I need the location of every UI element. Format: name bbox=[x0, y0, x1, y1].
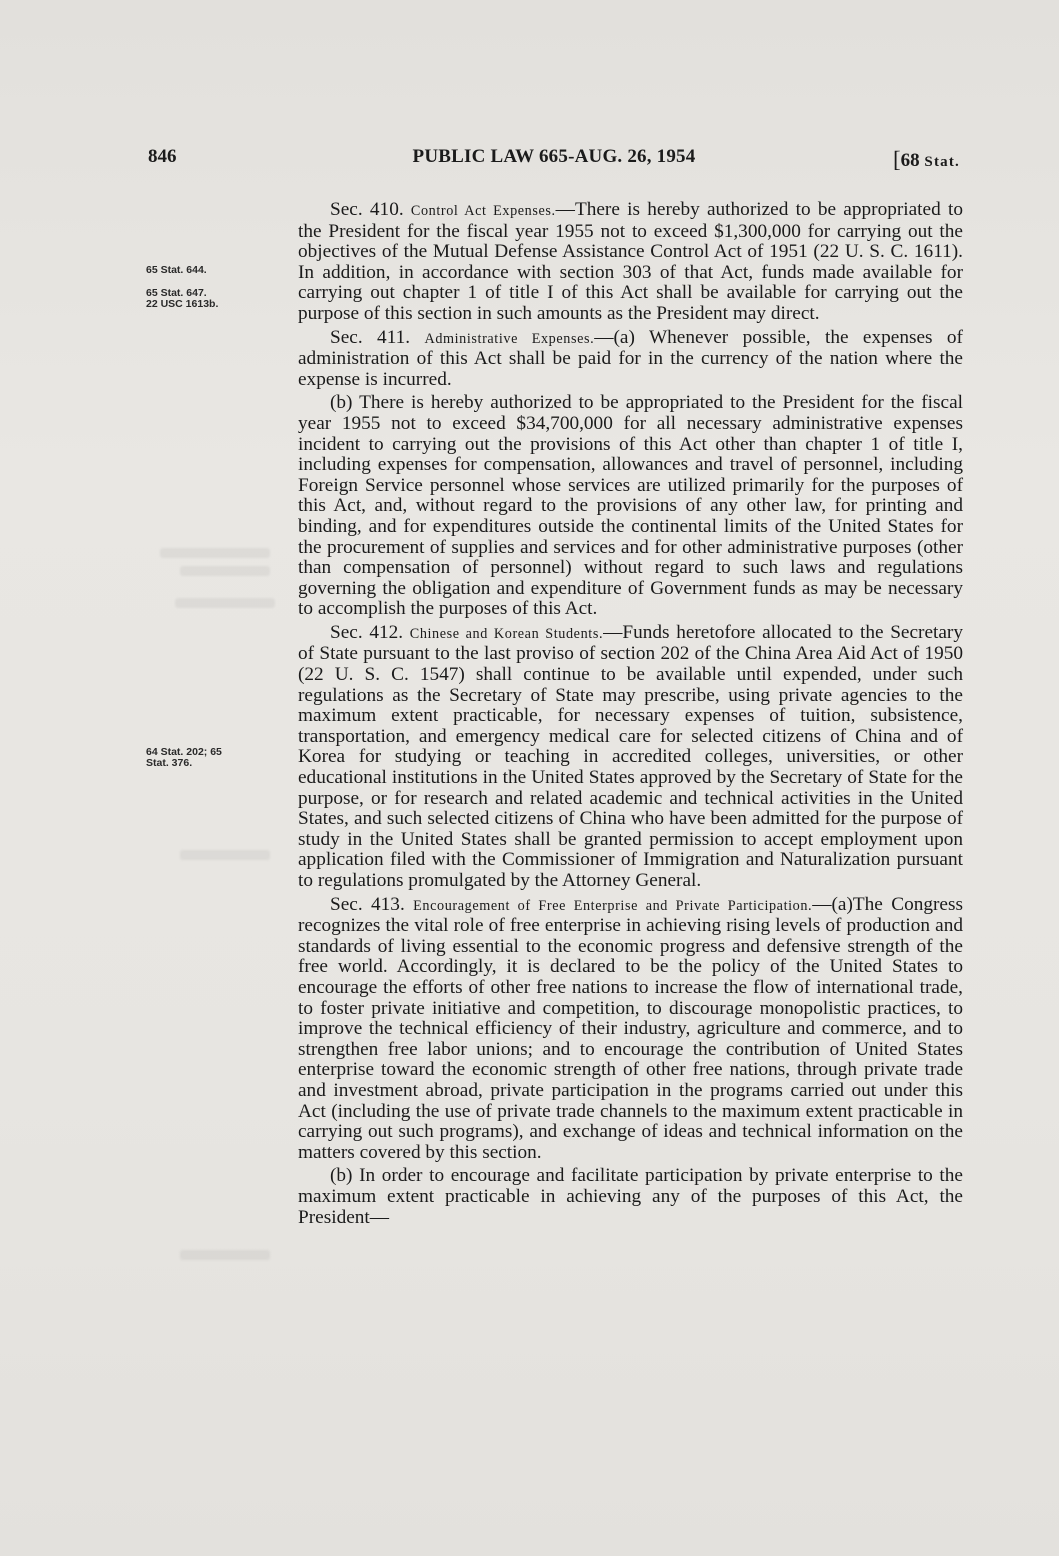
statute-volume: 68 bbox=[900, 150, 920, 171]
section-text: —(a) Whenever possible, the expenses of administration of this Act shall be paid for in the currency of the nation where the expense is incurred. bbox=[298, 326, 963, 390]
section-text: (b) In order to encourage and facilitate participation by private enterprise to the maximum extent practicable in achieving any of the purposes of this Act, the President— bbox=[298, 1165, 963, 1228]
margin-citation: 64 Stat. 202; 65 bbox=[146, 746, 222, 758]
section-text: —There is hereby authorized to be appropriated to the President for the fiscal year 1955 not to exceed $1,300,000 for carrying out the objectives of the Mutual Defense Assistance Control Act of 1951 (22 U. S. C. 1611). In addition, in accordance with section 303 of that Act, funds made available for carrying out chapter 1 of title I of this Act shall be available for carrying out the purpose of this section in such amounts as the President may direct. bbox=[298, 199, 963, 324]
section-paragraph bbox=[298, 623, 963, 892]
section-paragraph bbox=[298, 895, 963, 1164]
bleed-through-mark bbox=[180, 1250, 270, 1260]
margin-citation: 22 USC 1613b. bbox=[146, 298, 219, 310]
section-paragraph bbox=[298, 328, 963, 391]
margin-citation: 65 Stat. 644. bbox=[146, 264, 207, 276]
section-heading: Administrative Expenses. bbox=[424, 330, 595, 347]
statute-reference: [68 Stat. bbox=[892, 147, 960, 172]
section-number: Sec. 410. bbox=[330, 199, 404, 220]
running-header bbox=[148, 146, 960, 172]
section-paragraph bbox=[298, 1166, 963, 1228]
section-paragraph bbox=[298, 200, 963, 325]
statute-body bbox=[298, 200, 963, 1228]
section-heading: Control Act Expenses. bbox=[410, 203, 556, 219]
margin-citation: 65 Stat. 647. bbox=[146, 287, 207, 299]
section-heading: Chinese and Korean Students. bbox=[409, 625, 604, 642]
section-text: —Funds heretofore allocated to the Secretary of State pursuant to the last proviso of section 202 of the China Area Aid Act of 1950 (22 U. S. C. 1547) shall continue to be available until expended, under such regulations as the Secretary of State may prescribe, using private agencies to the maximum extent practicable, for necessary expenses of tuition, subsistence, transportation, and emergency medical care for selected citizens of China and of Korea for studying or teaching in accredited colleges, universities, or other educational institutions in the United States approved by the Secretary of State for the purpose, or for research and related academic and technical activities in the United States, and such selected citizens of China who have been admitted for the purpose of study in the United States shall be granted permission to accept employment upon application filed with the Commissioner of Immigration and Naturalization pursuant to regulations promulgated by the Attorney General. bbox=[298, 621, 963, 891]
page-number: 846 bbox=[148, 146, 177, 167]
margin-citation: Stat. 376. bbox=[146, 757, 193, 769]
section-heading: Encouragement of Free Enterprise and Private Participation. bbox=[413, 897, 813, 914]
section-text: (b) There is hereby authorized to be appropriated to the President for the fiscal year 1955 not to exceed $34,700,000 for all necessary administrative expenses incident to carrying out the provisions of this Act other than chapter 1 of title I, including expenses for compensation, allowances and travel of personnel, including Foreign Service personnel whose services are utilized primarily for the purposes of this Act, and, without regard to the provisions of any other law, for printing and binding, and for expenditures outside the continental limits of the United States for the procurement of supplies and services and for other administrative purposes (other than compensation of personnel) without regard to such laws and regulations governing the obligation and expenditure of Government funds as may be necessary to accomplish the purposes of this Act. bbox=[298, 392, 963, 620]
statute-label: Stat. bbox=[924, 154, 960, 170]
bleed-through-mark bbox=[160, 548, 270, 558]
section-number: Sec. 413. bbox=[330, 893, 405, 915]
section-paragraph bbox=[298, 393, 963, 620]
bleed-through-mark bbox=[175, 598, 275, 608]
bleed-through-mark bbox=[180, 850, 270, 860]
bleed-through-mark bbox=[180, 566, 270, 576]
section-number: Sec. 412. bbox=[330, 621, 404, 643]
section-text: —(a)The Congress recognizes the vital role of free enterprise in achieving rising levels of production and standards of living essential to the economic progress and defensive strength of the free world. Accordingly, it is declared to be the policy of the United States to encourage the efforts of other free nations to increase the flow of international trade, to foster private initiative and competition, to discourage monopolistic practices, to improve the technical efficiency of their industry, agriculture and commerce, and to strengthen free labor unions; and to encourage the contribution of United States enterprise toward the economic strength of other free nations, through private trade and investment abroad, private participation in the programs carried out under this Act (including the use of private trade channels to the maximum extent practicable in carrying out such programs), and exchange of ideas and technical information on the matters covered by this section. bbox=[298, 893, 963, 1163]
section-number: Sec. 411. bbox=[330, 326, 411, 348]
header-title: PUBLIC LAW 665-AUG. 26, 1954 bbox=[412, 146, 696, 167]
